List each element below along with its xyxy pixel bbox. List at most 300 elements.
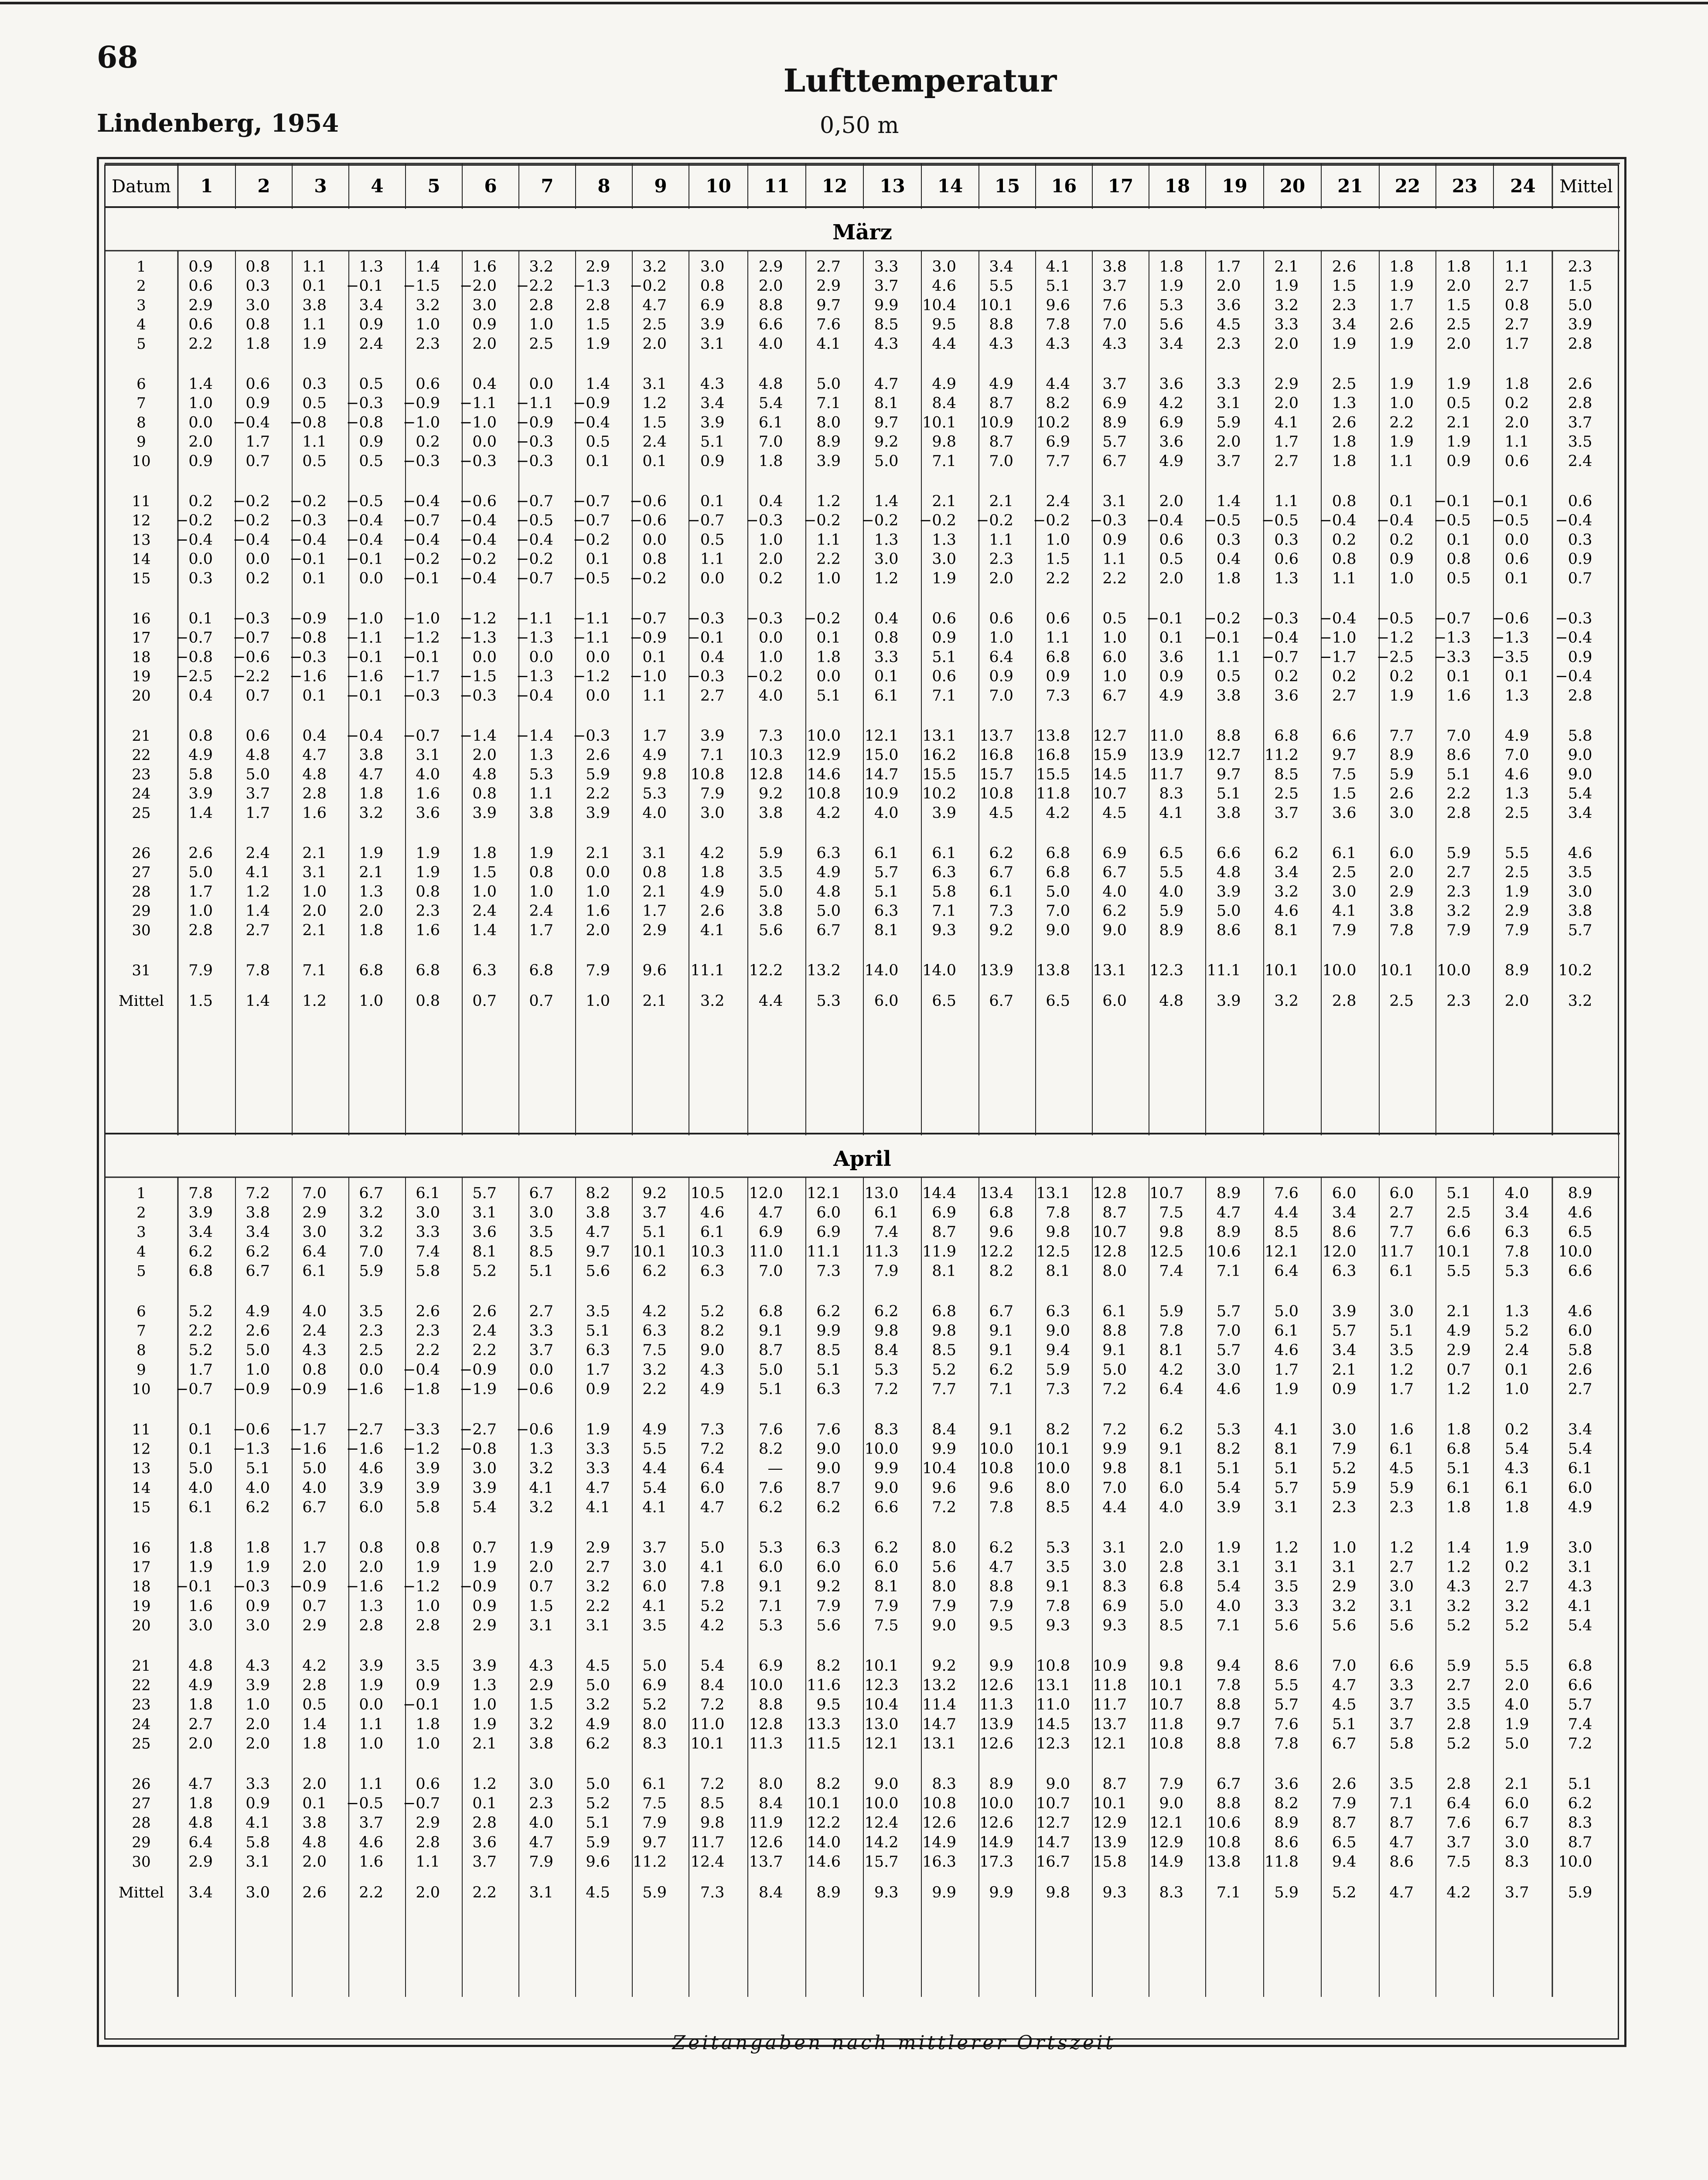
table-cell: 0.9	[1568, 550, 1592, 568]
table-cell: 1.4	[188, 804, 213, 822]
table-cell: −0.4	[1555, 629, 1592, 647]
table-cell: −0.4	[403, 1361, 440, 1379]
table-cell: 2.5	[1274, 785, 1299, 803]
table-cell: 1.7	[1389, 296, 1414, 314]
table-cell: 5.2	[188, 1303, 213, 1320]
column-header: 7	[541, 175, 554, 197]
table-cell: 2.2	[816, 550, 841, 568]
table-cell: 13.2	[807, 962, 841, 979]
table-cell: −0.3	[516, 452, 553, 470]
table-cell: −0.1	[176, 1578, 213, 1596]
table-cell: 1.9	[1389, 687, 1414, 705]
table-cell: 8.8	[1216, 727, 1241, 745]
table-cell: 8.6	[1332, 1223, 1357, 1241]
table-cell: 3.5	[529, 1223, 553, 1241]
table-cell: 4.4	[642, 1460, 667, 1478]
table-cell: 11.7	[1093, 1696, 1127, 1714]
table-cell: 7.3	[1046, 1380, 1070, 1398]
table-cell: −0.1	[346, 648, 383, 666]
table-cell: 10.5	[690, 1185, 725, 1202]
table-cell: −3.3	[1434, 648, 1471, 666]
table-cell: 12.6	[749, 1833, 783, 1851]
table-cell: 5.2	[642, 1696, 667, 1714]
table-cell: 3.4	[359, 296, 383, 314]
table-cell: 6.8	[1446, 1440, 1471, 1458]
table-cell: 13.0	[864, 1185, 899, 1202]
row-day: 2	[136, 1204, 146, 1222]
row-day: 30	[132, 921, 151, 939]
table-cell: 9.8	[932, 1322, 956, 1340]
row-day: 1	[136, 258, 146, 276]
table-cell: 7.0	[302, 1185, 327, 1202]
table-cell: 4.2	[1159, 395, 1183, 412]
table-cell: 7.1	[700, 746, 725, 764]
table-cell: −0.7	[516, 569, 553, 587]
table-cell: 11.9	[922, 1243, 956, 1260]
table-cell: 3.0	[1568, 883, 1592, 901]
table-cell: 0.4	[472, 375, 497, 393]
table-cell: 2.0	[188, 1735, 213, 1753]
table-cell: 3.7	[642, 1204, 667, 1222]
table-cell: 8.3	[642, 1735, 667, 1753]
table-cell: 8.9	[1274, 1814, 1299, 1832]
table-cell: 10.9	[864, 785, 899, 803]
row-day: 4	[136, 1243, 146, 1260]
table-cell: 11.5	[807, 1735, 841, 1753]
table-cell: 8.5	[874, 316, 899, 334]
mean-cell: 2.2	[472, 1884, 497, 1901]
table-cell: 9.1	[1102, 1342, 1127, 1359]
table-cell: −0.2	[176, 512, 213, 530]
table-cell: 1.2	[874, 569, 899, 587]
column-header: 2	[257, 175, 270, 197]
table-cell: 14.7	[864, 766, 899, 783]
table-cell: 3.7	[1568, 414, 1592, 432]
table-cell: 12.3	[864, 1676, 899, 1694]
table-cell: −0.1	[346, 277, 383, 295]
table-cell: 3.9	[932, 804, 956, 822]
table-cell: 11.0	[1149, 727, 1183, 745]
table-cell: 5.0	[302, 1460, 327, 1478]
table-cell: 6.2	[989, 1361, 1013, 1379]
row-day: 15	[132, 1499, 151, 1516]
table-cell: 3.6	[472, 1833, 497, 1851]
table-cell: 1.7	[1504, 335, 1529, 353]
table-cell: 6.8	[1046, 864, 1070, 882]
table-cell: 0.6	[416, 1775, 440, 1793]
table-cell: 1.1	[816, 531, 841, 549]
table-cell: −0.5	[1492, 512, 1529, 530]
table-cell: 0.4	[188, 687, 213, 705]
table-cell: 6.0	[816, 1558, 841, 1576]
table-cell: 12.4	[864, 1814, 899, 1832]
column-header: 3	[314, 175, 327, 197]
table-cell: 1.9	[245, 1558, 270, 1576]
table-cell: 0.5	[700, 531, 725, 549]
table-cell: 6.8	[1046, 845, 1070, 862]
table-cell: 2.6	[1332, 1775, 1357, 1793]
mean-cell: 7.1	[1216, 1884, 1241, 1901]
table-cell: −0.6	[630, 512, 667, 530]
table-cell: 3.1	[1102, 1539, 1127, 1557]
table-cell: 2.5	[529, 335, 553, 353]
table-cell: 5.0	[188, 1460, 213, 1478]
table-cell: −0.1	[403, 648, 440, 666]
table-cell: 4.2	[302, 1657, 327, 1675]
table-cell: 11.6	[807, 1676, 841, 1694]
table-cell: 1.2	[1389, 1539, 1414, 1557]
table-cell: 0.1	[302, 277, 327, 295]
table-cell: 3.1	[529, 1617, 553, 1635]
table-cell: 5.2	[700, 1597, 725, 1615]
table-cell: 6.2	[1274, 845, 1299, 862]
table-cell: 11.3	[864, 1243, 899, 1260]
table-cell: 2.3	[989, 550, 1013, 568]
row-day: 30	[132, 1853, 151, 1871]
table-cell: 10.8	[1036, 1657, 1070, 1675]
table-cell: 10.6	[1207, 1814, 1241, 1832]
table-cell: 10.2	[922, 785, 956, 803]
table-cell: 5.2	[1446, 1735, 1471, 1753]
table-cell: 4.7	[188, 1775, 213, 1793]
table-cell: 0.6	[1504, 452, 1529, 470]
table-cell: 1.8	[359, 785, 383, 803]
table-cell: 12.1	[864, 727, 899, 745]
mean-cell: 1.2	[302, 992, 327, 1010]
mean-cell: 2.3	[1446, 992, 1471, 1010]
table-cell: 4.9	[188, 746, 213, 764]
table-cell: 0.5	[586, 433, 610, 451]
table-cell: 2.9	[586, 1539, 610, 1557]
row-day: 21	[132, 727, 151, 745]
row-day: 14	[132, 1479, 151, 1497]
table-cell: 8.0	[932, 1578, 956, 1596]
table-cell: 0.3	[302, 375, 327, 393]
table-cell: 3.0	[1102, 1558, 1127, 1576]
table-cell: 4.3	[1568, 1578, 1592, 1596]
mean-cell: 4.7	[1389, 1884, 1414, 1901]
table-cell: −1.4	[460, 727, 497, 745]
table-cell: 3.7	[1102, 375, 1127, 393]
table-cell: −2.2	[516, 277, 553, 295]
table-cell: 4.4	[1102, 1499, 1127, 1516]
table-cell: 0.9	[1159, 668, 1183, 685]
table-cell: 2.0	[1159, 1539, 1183, 1557]
table-cell: 2.1	[1446, 1303, 1471, 1320]
row-day: 3	[136, 296, 146, 314]
table-cell: 6.7	[1102, 687, 1127, 705]
table-cell: 2.7	[1389, 1204, 1414, 1222]
table-cell: 1.9	[1446, 375, 1471, 393]
table-cell: −0.9	[403, 395, 440, 412]
table-cell: −0.5	[573, 569, 610, 587]
table-cell: 8.9	[1216, 1185, 1241, 1202]
table-cell: 8.4	[932, 1421, 956, 1438]
table-cell: 4.6	[359, 1833, 383, 1851]
table-cell: 14.4	[922, 1185, 956, 1202]
table-cell: 7.2	[700, 1696, 725, 1714]
row-day: 24	[132, 1715, 151, 1733]
table-cell: 1.0	[1504, 1380, 1529, 1398]
table-cell: 5.6	[1274, 1617, 1299, 1635]
table-cell: 9.0	[874, 1479, 899, 1497]
mean-cell: 3.9	[1216, 992, 1241, 1010]
table-cell: 4.9	[700, 1380, 725, 1398]
table-cell: −1.6	[290, 668, 327, 685]
table-cell: −0.9	[290, 1578, 327, 1596]
table-cell: 2.8	[302, 1676, 327, 1694]
table-cell: 8.4	[932, 395, 956, 412]
table-cell: 0.9	[188, 258, 213, 276]
table-cell: −0.7	[176, 629, 213, 647]
table-cell: −0.9	[233, 1380, 270, 1398]
row-day: 23	[132, 766, 151, 783]
table-cell: 6.6	[1332, 727, 1357, 745]
table-cell: 5.5	[989, 277, 1013, 295]
table-cell: −0.6	[516, 1421, 553, 1438]
table-cell: 0.9	[472, 1597, 497, 1615]
table-cell: −1.9	[460, 1380, 497, 1398]
table-cell: 1.0	[586, 883, 610, 901]
table-cell: 4.9	[816, 864, 841, 882]
table-cell: 3.2	[529, 1499, 553, 1516]
table-cell: −0.4	[346, 531, 383, 549]
table-cell: 0.0	[188, 414, 213, 432]
table-cell: 7.5	[1159, 1204, 1183, 1222]
table-cell: −0.2	[233, 512, 270, 530]
table-cell: 5.1	[816, 687, 841, 705]
table-cell: 4.1	[245, 1814, 270, 1832]
table-cell: 1.1	[416, 1853, 440, 1871]
table-cell: −0.8	[290, 629, 327, 647]
table-cell: 1.8	[1446, 1499, 1471, 1516]
table-cell: 8.2	[816, 1657, 841, 1675]
table-cell: −2.7	[346, 1421, 383, 1438]
table-cell: 6.8	[529, 962, 553, 979]
table-cell: 0.0	[359, 569, 383, 587]
table-cell: 5.8	[245, 1833, 270, 1851]
table-cell: 2.0	[586, 921, 610, 939]
table-cell: −1.1	[516, 610, 553, 627]
table-cell: 2.2	[188, 335, 213, 353]
table-cell: 12.8	[1093, 1185, 1127, 1202]
row-day: 6	[136, 1303, 146, 1320]
table-cell: 12.2	[749, 962, 783, 979]
table-cell: 2.9	[302, 1204, 327, 1222]
table-cell: −0.4	[233, 531, 270, 549]
table-cell: 0.6	[932, 610, 956, 627]
table-cell: 9.9	[1102, 1440, 1127, 1458]
table-cell: 0.6	[1504, 550, 1529, 568]
table-cell: 1.8	[188, 1795, 213, 1812]
table-cell: 9.9	[816, 1322, 841, 1340]
table-cell: 6.3	[642, 1322, 667, 1340]
table-cell: 12.4	[690, 1853, 725, 1871]
table-cell: 2.8	[359, 1617, 383, 1635]
table-cell: 3.4	[188, 1223, 213, 1241]
table-cell: 0.9	[989, 668, 1013, 685]
table-cell: 7.1	[932, 452, 956, 470]
table-cell: 3.1	[586, 1617, 610, 1635]
table-cell: 1.0	[1389, 395, 1414, 412]
table-cell: 10.6	[1207, 1243, 1241, 1260]
month-title: März	[832, 220, 892, 245]
table-cell: 5.3	[1216, 1421, 1241, 1438]
table-cell: −0.4	[1555, 668, 1592, 685]
table-cell: 1.5	[529, 1696, 553, 1714]
table-cell: 7.4	[1568, 1715, 1592, 1733]
table-cell: 4.3	[874, 335, 899, 353]
table-cell: 2.3	[1216, 335, 1241, 353]
table-cell: 8.1	[874, 921, 899, 939]
table-cell: 5.1	[874, 883, 899, 901]
table-cell: 4.0	[1216, 1597, 1241, 1615]
table-cell: −0.1	[1492, 493, 1529, 510]
table-cell: 7.1	[758, 1597, 783, 1615]
mean-cell: 9.3	[874, 1884, 899, 1901]
table-cell: 2.3	[416, 902, 440, 920]
table-cell: −1.0	[630, 668, 667, 685]
table-cell: 3.7	[642, 1539, 667, 1557]
table-cell: 5.0	[188, 864, 213, 882]
table-cell: 3.1	[1216, 1558, 1241, 1576]
table-cell: 11.4	[922, 1696, 956, 1714]
table-cell: 7.9	[586, 962, 610, 979]
table-cell: 2.9	[1332, 1578, 1357, 1596]
table-cell: 0.9	[1332, 1380, 1357, 1398]
row-day: 11	[132, 493, 151, 510]
table-cell: 3.4	[1504, 1204, 1529, 1222]
table-cell: 5.0	[642, 1657, 667, 1675]
table-cell: 0.3	[1216, 531, 1241, 549]
table-cell: 8.3	[1102, 1578, 1127, 1596]
table-cell: 5.1	[1446, 1460, 1471, 1478]
table-cell: 0.9	[700, 452, 725, 470]
table-cell: 6.4	[989, 648, 1013, 666]
table-cell: 0.2	[416, 433, 440, 451]
table-cell: 5.6	[1159, 316, 1183, 334]
table-cell: 5.3	[1046, 1539, 1070, 1557]
mean-cell: 3.1	[529, 1884, 553, 1901]
table-cell: 2.1	[1446, 414, 1471, 432]
table-cell: 3.9	[700, 316, 725, 334]
table-cell: 8.5	[1274, 766, 1299, 783]
row-day: 14	[132, 550, 151, 568]
table-cell: 8.2	[1046, 1421, 1070, 1438]
row-day: 20	[132, 687, 151, 705]
table-cell: 11.0	[1036, 1696, 1070, 1714]
table-cell: −0.5	[346, 1795, 383, 1812]
column-header: 19	[1222, 175, 1248, 197]
table-cell: 1.4	[302, 1715, 327, 1733]
table-cell: −0.1	[1434, 493, 1471, 510]
table-cell: 0.0	[188, 550, 213, 568]
table-cell: 6.8	[989, 1204, 1013, 1222]
table-cell: 5.5	[1504, 845, 1529, 862]
table-cell: 8.1	[874, 1578, 899, 1596]
table-cell: 3.6	[1159, 648, 1183, 666]
table-cell: 0.0	[359, 1696, 383, 1714]
table-cell: 0.9	[245, 395, 270, 412]
table-cell: 10.0	[979, 1440, 1013, 1458]
table-cell: 8.9	[816, 433, 841, 451]
row-day: 22	[132, 746, 151, 764]
table-cell: 7.9	[932, 1597, 956, 1615]
table-cell: 3.2	[359, 1204, 383, 1222]
table-cell: 6.5	[1332, 1833, 1357, 1851]
mean-cell: 2.0	[1504, 992, 1529, 1010]
table-cell: 1.4	[416, 258, 440, 276]
table-cell: 0.1	[586, 452, 610, 470]
table-cell: −1.1	[516, 395, 553, 412]
table-cell: 1.1	[1504, 258, 1529, 276]
table-cell: 3.4	[1332, 1342, 1357, 1359]
table-cell: 6.4	[1159, 1380, 1183, 1398]
table-cell: 6.3	[586, 1342, 610, 1359]
table-cell: 3.1	[1274, 1499, 1299, 1516]
table-cell: 8.7	[989, 395, 1013, 412]
table-cell: 14.5	[1093, 766, 1127, 783]
table-cell: 1.9	[586, 1421, 610, 1438]
table-cell: 1.7	[245, 433, 270, 451]
table-cell: 5.1	[1216, 1460, 1241, 1478]
table-cell: 8.5	[1046, 1499, 1070, 1516]
table-cell: 7.5	[642, 1342, 667, 1359]
table-cell: 4.7	[874, 375, 899, 393]
row-day: 27	[132, 864, 151, 882]
table-cell: −0.7	[403, 1795, 440, 1812]
table-cell: 3.5	[1568, 864, 1592, 882]
table-cell: 0.2	[1389, 531, 1414, 549]
table-cell: 3.1	[472, 1204, 497, 1222]
table-cell: 6.1	[874, 845, 899, 862]
table-cell: 4.0	[416, 766, 440, 783]
table-cell: −0.2	[976, 512, 1013, 530]
month-title: April	[833, 1147, 891, 1171]
table-cell: 3.2	[1446, 902, 1471, 920]
table-cell: 6.3	[816, 1539, 841, 1557]
table-cell: 0.7	[302, 1597, 327, 1615]
table-cell: 2.7	[1568, 1380, 1592, 1398]
table-cell: −0.3	[403, 452, 440, 470]
table-cell: 2.4	[245, 845, 270, 862]
table-cell: 3.8	[758, 902, 783, 920]
table-cell: 3.3	[1389, 1676, 1414, 1694]
table-cell: 5.9	[1389, 1479, 1414, 1497]
table-cell: 8.5	[1274, 1223, 1299, 1241]
table-cell: 11.9	[749, 1814, 783, 1832]
table-cell: 5.5	[1504, 1657, 1529, 1675]
table-cell: 7.3	[700, 1421, 725, 1438]
table-cell: 1.7	[642, 902, 667, 920]
table-cell: 0.1	[1446, 531, 1471, 549]
table-cell: 7.4	[874, 1223, 899, 1241]
column-header: 1	[200, 175, 213, 197]
table-cell: 6.9	[642, 1676, 667, 1694]
table-cell: 6.0	[1159, 1479, 1183, 1497]
table-cell: −1.2	[403, 1440, 440, 1458]
table-cell: 5.3	[529, 766, 553, 783]
table-cell: 6.7	[359, 1185, 383, 1202]
table-cell: 7.2	[700, 1775, 725, 1793]
table-cell: 7.1	[932, 687, 956, 705]
table-cell: 10.1	[922, 414, 956, 432]
table-cell: 10.9	[979, 414, 1013, 432]
table-cell: −0.3	[1261, 610, 1299, 627]
mean-cell: 3.2	[700, 992, 725, 1010]
table-cell: 6.2	[816, 1303, 841, 1320]
table-cell: 3.7	[359, 1814, 383, 1832]
